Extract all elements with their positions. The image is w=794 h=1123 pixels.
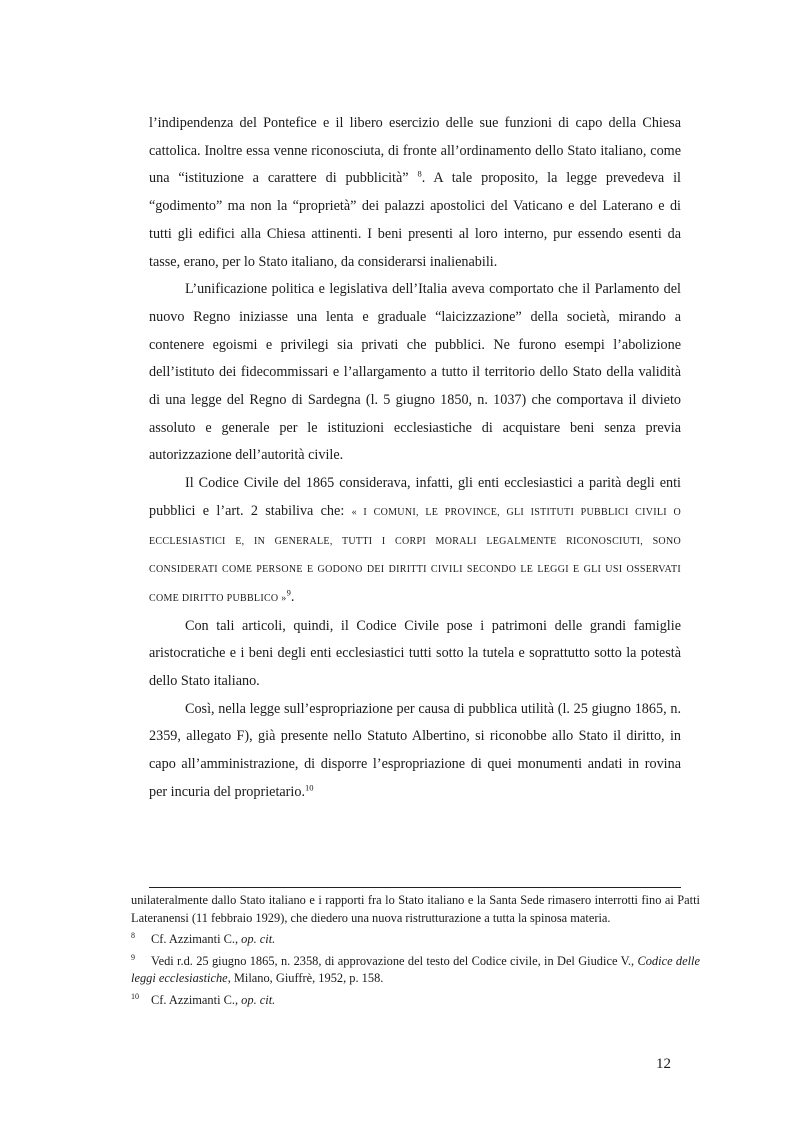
paragraph-3: Il Codice Civile del 1865 considerava, infatti, gli enti ecclesiastici a parità degli enti pubblici e l’art. 2 stabiliva che: « I COMUNI, LE PROVINCE, GLI ISTITUTI PUBBLICI CIVILI O ECCLESIASTICI E, IN GENERALE, TUTTI I CORPI MORALI LEGALMENTE RICONOSCIUTI, SONO CONSIDERATI COME PERSONE E GODONO DEI DIRITTI CIVILI SECONDO LE LEGGI E GLI USI OSSERVATI COME DIRITTO PUBBLICO »$^9$. bbox=[149, 475, 682, 605]
paragraph-2: L’unificazione politica e legislativa dell’Italia aveva comportato che il Parlamento del nuovo Regno iniziasse una lenta e graduale “laicizzazione” della società, mirando a contenere egoismi e privilegi sia privati che pubblici. Ne furono esempi l’abolizione dell’istituto dei fidecommissari e l’allargamento a tutto il territorio dello Stato della validità di una legge del Regno di Sardegna (l. 5 giugno 1850, n. 1037) che comportava il divieto assoluto e generale per le istituzioni ecclesiastiche di acquistare beni senza previa autorizzazione dell’autorità civile. bbox=[149, 281, 681, 464]
footnote-continuation: unilateralmente dallo Stato italiano e i rapporti fra lo Stato italiano e la Santa Sede rimasero interrotti fino ai Patti Lateranensi (11 febbraio 1929), che diedero una nuova ristrutturazione a tutta la spinosa materia. bbox=[131, 893, 700, 925]
paragraph-5: Così, nella legge sull’espropriazione per causa di pubblica utilità (l. 25 giugno 1865, n. 2359, allegato F), già presente nello Statuto Albertino, si riconobbe allo Stato il diritto, in capo all’amministrazione, di disporre l’espropriazione di quei monumenti andati in rovina per incuria del proprietario.$^{10}$ bbox=[149, 700, 681, 800]
footnote-ref-9[interactable]: 9 bbox=[286, 587, 291, 598]
footnotes bbox=[131, 892, 700, 1014]
page-number: 12 bbox=[656, 1056, 671, 1072]
footnote-10: 10 Cf. Azzimanti C., op. cit. bbox=[131, 991, 276, 1007]
footnote-separator bbox=[149, 887, 681, 888]
article-quote: « I COMUNI, LE PROVINCE, GLI ISTITUTI PUBBLICI CIVILI O ECCLESIASTICI E, IN GENERALE, TUTTI I CORPI MORALI LEGALMENTE RICONOSCIUTI, SONO CONSIDERATI COME PERSONE E GODONO DEI DIRITTI CIVILI SECONDO LE LEGGI E GLI USI OSSERVATI COME DIRITTO PUBBLICO » bbox=[149, 506, 682, 604]
paragraph-1: l’indipendenza del Pontefice e il libero esercizio delle sue funzioni di capo della Chiesa cattolica. Inoltre essa venne riconosciuta, di fronte all’ordinamento dello Stato italiano, come una “istituzione a carattere di pubblicità” $^8$. A tale proposito, la legge prevedeva il “godimento” ma non la “proprietà” dei palazzi apostolici del Vaticano e del Laterano e di tutti gli edifici alla Chiesa attinenti. I beni presenti al loro interno, pur essendo esenti da tasse, erano, per lo Stato italiano, da considerarsi inalienabili. bbox=[149, 115, 681, 270]
body-text bbox=[149, 110, 681, 807]
footnote-9: 9 Vedi r.d. 25 giugno 1865, n. 2358, di approvazione del testo del Codice civile, in Del Giudice V., Codice delle leggi ecclesiastiche, Milano, Giuffrè, 1952, p. 158. bbox=[131, 952, 700, 986]
paragraph-4: Con tali articoli, quindi, il Codice Civile pose i patrimoni delle grandi famiglie aristocratiche e i beni degli enti ecclesiastici tutti sotto la tutela e soprattutto sotto la potestà dello Stato italiano. bbox=[149, 617, 681, 690]
footnote-ref-10[interactable]: 10 bbox=[305, 782, 314, 793]
footnote-ref-8[interactable]: 8 bbox=[417, 168, 422, 179]
footnote-8: 8 Cf. Azzimanti C., op. cit. bbox=[131, 931, 276, 947]
